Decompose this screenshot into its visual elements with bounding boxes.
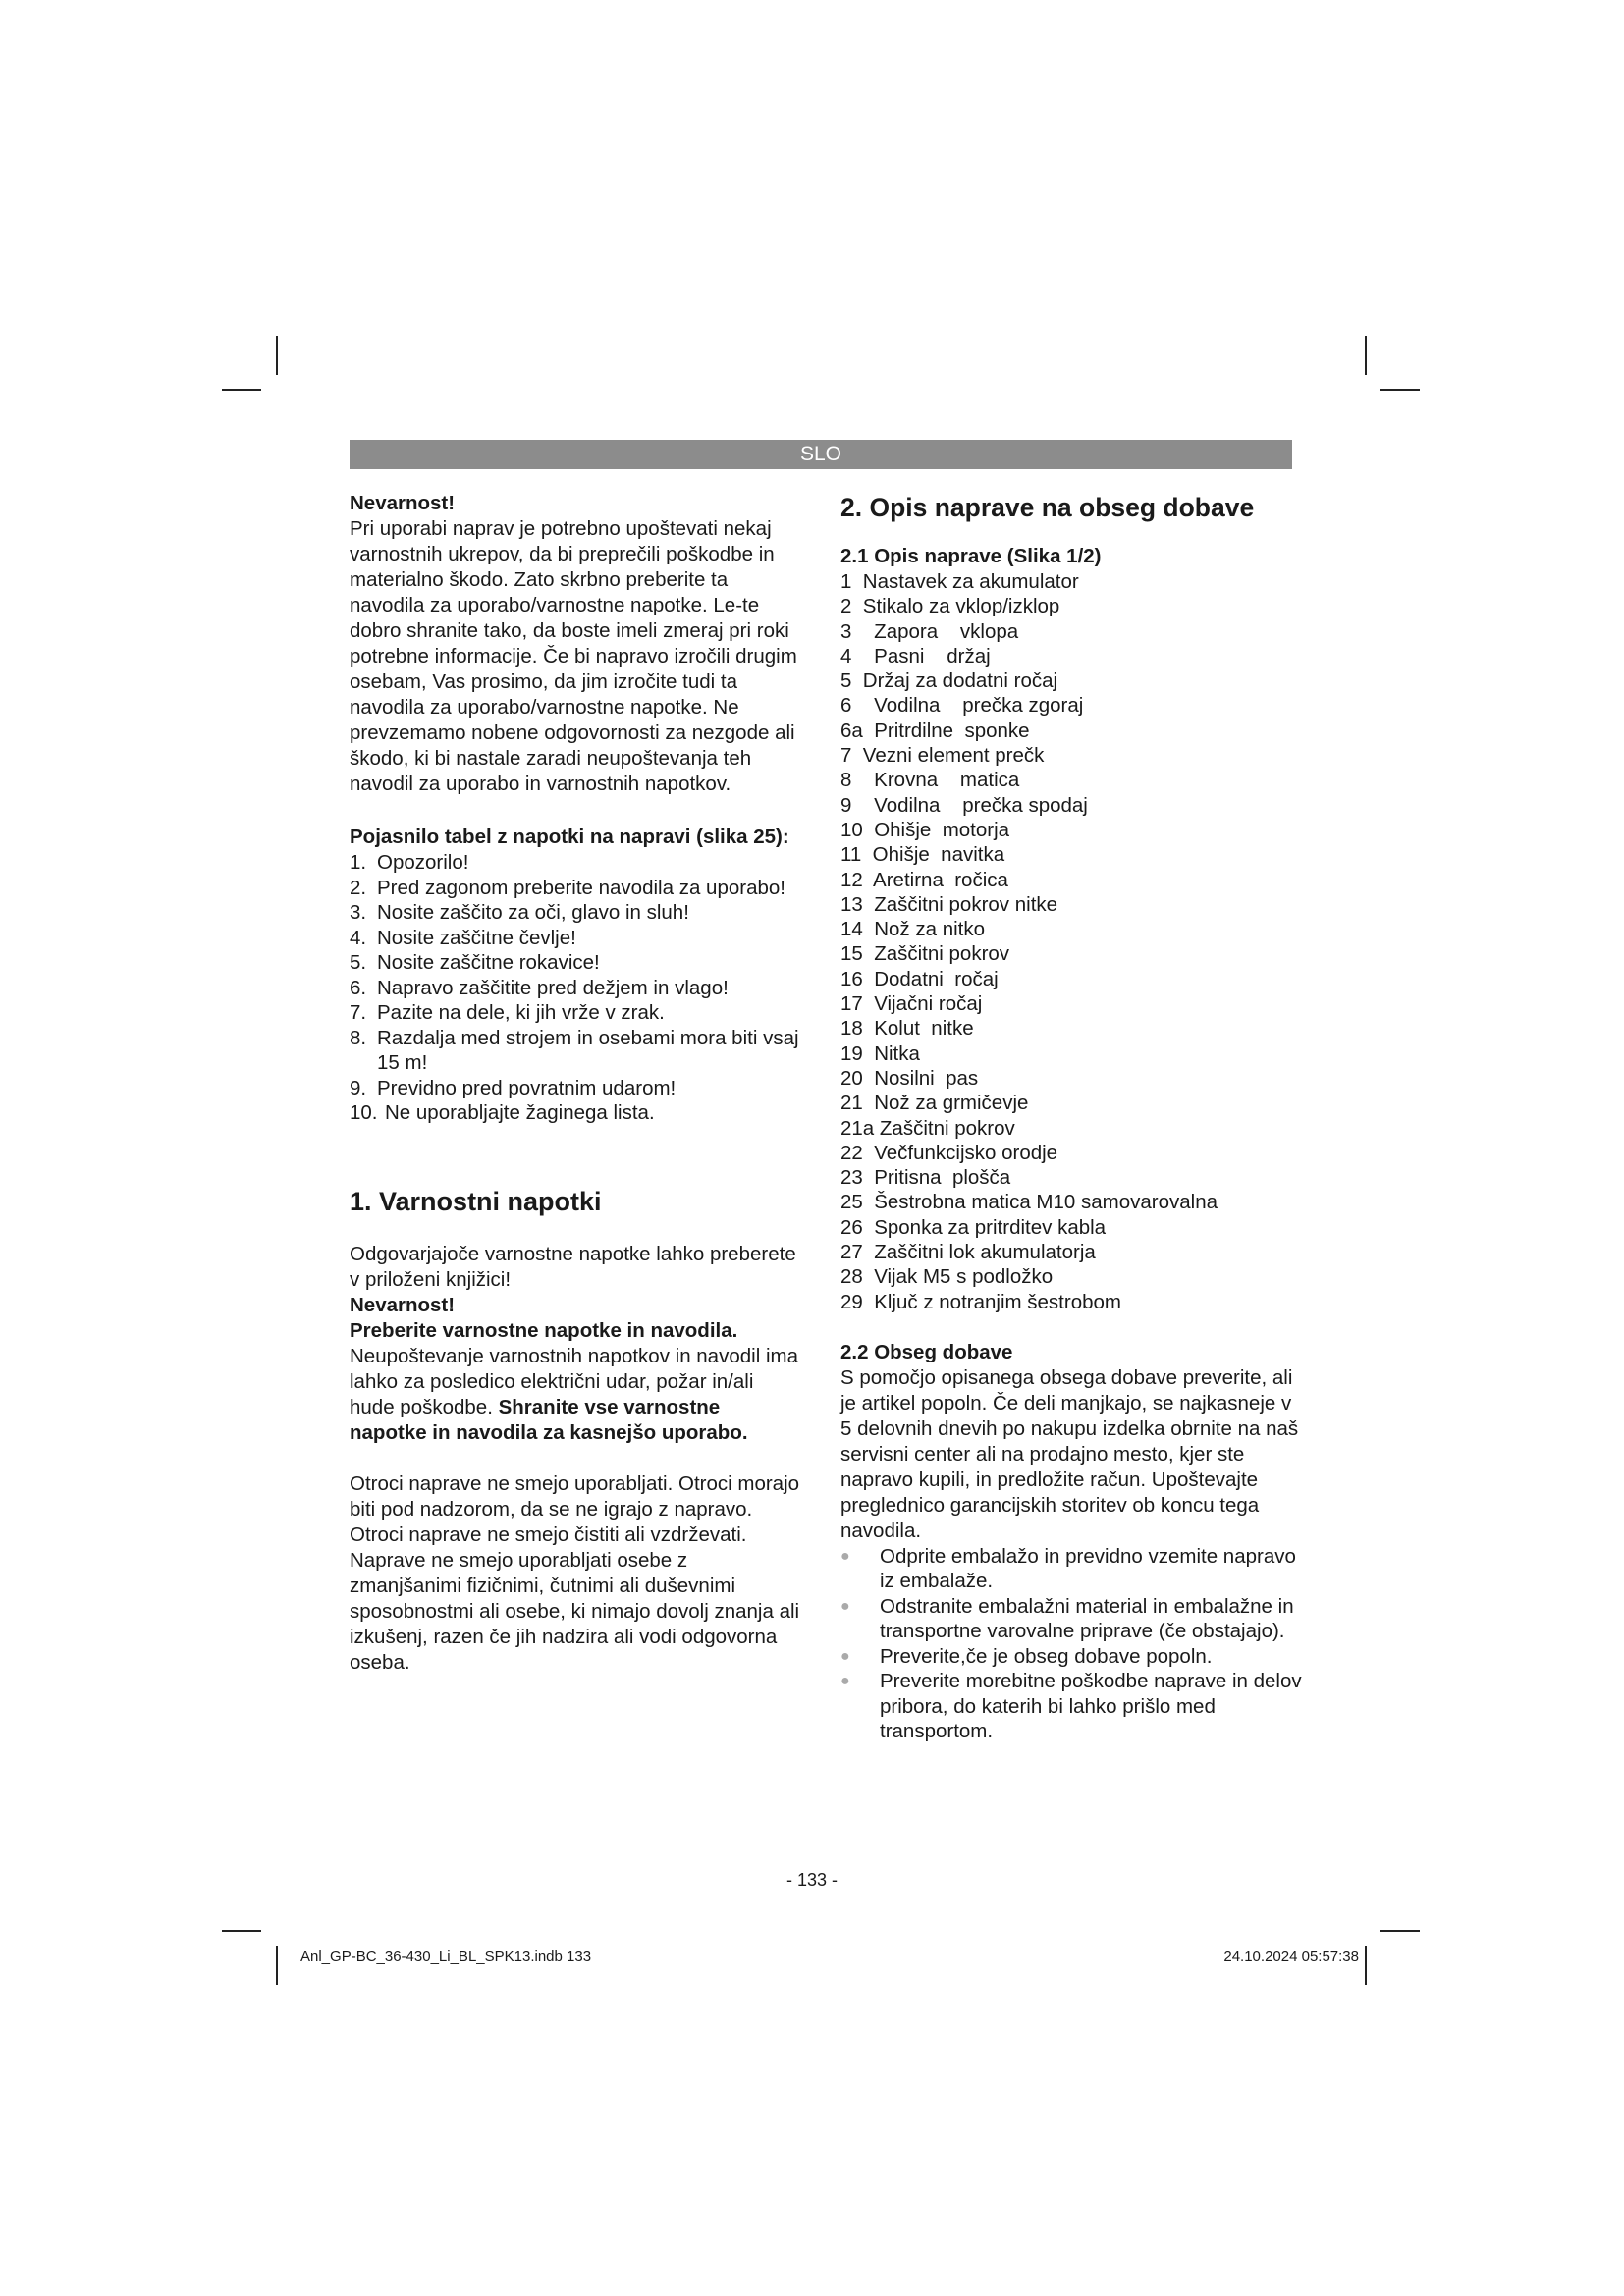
bullet-item: ● Odstranite embalažni material in embalažne in transportne varovalne priprave (če obstajajo).: [840, 1594, 1294, 1643]
parts-item: 27 Zaščitni lok akumulatorja: [840, 1241, 1096, 1264]
legend-item: 3. Nosite zaščito za oči, glavo in sluh!: [350, 901, 689, 924]
left-column: [350, 491, 801, 1676]
parts-item: 17 Vijačni ročaj: [840, 992, 983, 1016]
page-number: - 133 -: [785, 1870, 839, 1890]
parts-item: 19 Nitka: [840, 1041, 920, 1065]
parts-item: 29 Ključ z notranjim šestrobom: [840, 1290, 1121, 1313]
parts-item: 6 Vodilna prečka zgoraj: [840, 694, 1084, 718]
parts-item: 28 Vijak M5 s podložko: [840, 1265, 1054, 1289]
legend-item: 8. Razdalja med strojem in osebami mora biti vsaj 15 m!: [350, 1026, 799, 1074]
parts-list: [840, 569, 1302, 1314]
footer-datetime: 24.10.2024 05:57:38: [1223, 1949, 1359, 1965]
parts-item: 16 Dodatni ročaj: [840, 967, 999, 990]
bullet-item: ● Preverite,če je obseg dobave popoln.: [840, 1644, 1213, 1668]
footer-file: Anl_GP-BC_36-430_Li_BL_SPK13.indb 133: [300, 1949, 592, 1965]
section1-danger: Nevarnost!: [350, 1293, 456, 1316]
crop-mark: [1365, 1946, 1367, 1985]
parts-item: 12 Aretirna ročica: [840, 868, 1008, 891]
crop-mark: [276, 1946, 278, 1985]
crop-mark: [1380, 1930, 1420, 1932]
parts-item: 25 Šestrobna matica M10 samovarovalna: [840, 1191, 1218, 1214]
bullet-icon: ●: [840, 1547, 850, 1565]
parts-item: 22 Večfunkcijsko orodje: [840, 1141, 1058, 1164]
legend-list: [350, 850, 801, 1126]
bullet-item: ● Preverite morebitne poškodbe naprave in delov pribora, do katerih bi lahko prišlo med transportom.: [840, 1670, 1302, 1743]
sub21-title: 2.1 Opis naprave (Slika 1/2): [840, 545, 1102, 567]
legend-item: 2. Pred zagonom preberite navodila za uporabo!: [350, 876, 785, 899]
section1-intro: Odgovarjajoče varnostne napotke lahko preberete v priloženi knjižici!: [350, 1242, 796, 1291]
bullet-item: ● Odprite embalažo in previdno vzemite napravo iz embalaže.: [840, 1544, 1296, 1593]
language-label: SLO: [799, 443, 842, 465]
legend-title: Pojasnilo tabel z napotki na napravi (slika 25):: [350, 826, 789, 848]
legend-item: 7. Pazite na dele, ki jih vrže v zrak.: [350, 1001, 665, 1024]
parts-item: 5 Držaj za dodatni ročaj: [840, 669, 1058, 693]
legend-item: 6. Napravo zaščitite pred dežjem in vlago!: [350, 976, 729, 999]
crop-mark: [1380, 389, 1420, 391]
crop-mark: [1365, 336, 1367, 375]
parts-item: 10 Ohišje motorja: [840, 818, 1010, 841]
section1-title: 1. Varnostni napotki: [350, 1186, 602, 1216]
parts-item: 11 Ohišje navitka: [840, 843, 1005, 867]
crop-mark: [222, 1930, 261, 1932]
parts-item: 2 Stikalo za vklop/izklop: [840, 595, 1060, 618]
parts-item: 21 Nož za grmičevje: [840, 1092, 1029, 1115]
parts-item: 15 Zaščitni pokrov: [840, 942, 1010, 966]
bullet-list: [840, 1544, 1302, 1744]
crop-mark: [276, 336, 278, 375]
section1-text: Neupoštevanje varnostnih napotkov in navodil ima lahko za posledico električni udar, požar in/ali hude poškodbe. Shranite vse varnostne napotke in navodila za kasnejšo uporabo.: [350, 1344, 798, 1444]
parts-item: 8 Krovna matica: [840, 769, 1020, 792]
parts-item: 3 Zapora vklopa: [840, 619, 1019, 643]
parts-item: 9 Vodilna prečka spodaj: [840, 793, 1088, 817]
parts-item: 4 Pasni držaj: [840, 644, 991, 667]
parts-item: 26 Sponka za pritrditev kabla: [840, 1215, 1107, 1239]
children-text: Otroci naprave ne smejo uporabljati. Otroci morajo biti pod nadzorom, da se ne igrajo z napravo. Otroci naprave ne smejo čistiti ali vzdrževati. Naprave ne smejo uporabljati osebe z zmanjšanimi fizičnimi, čutnimi ali duševnimi sposobnostmi ali osebe, ki nimajo dovolj znanja ali izkušenj, razen če jih nadzira ali vodi odgovorna oseba.: [350, 1471, 800, 1674]
bullet-icon: ●: [840, 1597, 850, 1615]
legend-item: 9. Previdno pred povratnim udarom!: [350, 1076, 677, 1099]
bullet-icon: ●: [840, 1647, 850, 1665]
sub22-title: 2.2 Obseg dobave: [840, 1340, 1013, 1363]
sub22-text: S pomočjo opisanega obsega dobave preverite, ali je artikel popoln. Če deli manjkajo, se najkasneje v 5 delovnih dnevih po nakupu izdelka obrnite na naš servisni center ali na prodajno mesto, kjer ste napravo kupili, in predložite račun. Upoštevajte preglednico garancijskih storitev ob koncu tega navodila.: [840, 1365, 1299, 1542]
parts-item: 20 Nosilni pas: [840, 1066, 979, 1090]
parts-item: 18 Kolut nitke: [840, 1017, 974, 1041]
bullet-icon: ●: [840, 1673, 850, 1690]
parts-item: 13 Zaščitni pokrov nitke: [840, 892, 1058, 916]
section2-title: 2. Opis naprave na obseg dobave: [840, 493, 1255, 522]
danger-title: Nevarnost!: [350, 492, 456, 514]
section1-keep: Shranite vse varnostne napotke in navodila za kasnejšo uporabo.: [350, 1395, 748, 1444]
legend-item: 10. Ne uporabljajte žaginega lista.: [350, 1101, 655, 1124]
parts-item: 6a Pritrdilne sponke: [840, 719, 1030, 742]
danger-text: Pri uporabi naprav je potrebno upoštevati nekaj varnostnih ukrepov, da bi preprečili poškodbe in materialno škodo. Zato skrbno preberite ta navodila za uporabo/varnostne napotke. Le-te dobro shranite tako, da boste imeli zmeraj pri roki potrebne informacije. Če bi napravo izročili drugim osebam, Vas prosimo, da jim izročite tudi ta navodila za uporabo/varnostne napotke. Ne prevzemamo nobene odgovornosti za nezgode ali škodo, ki bi nastale zaradi neupoštevanja teh navodil za uporabo in varnostnih napotkov.: [350, 517, 797, 795]
right-column: [840, 491, 1302, 1744]
crop-mark: [222, 389, 261, 391]
legend-item: 5. Nosite zaščitne rokavice!: [350, 951, 600, 974]
parts-item: 1 Nastavek za akumulator: [840, 570, 1079, 593]
language-header-bar: [350, 440, 1292, 469]
legend-item: 1. Opozorilo!: [350, 851, 469, 874]
legend-item: 4. Nosite zaščitne čevlje!: [350, 926, 576, 949]
parts-item: 7 Vezni element prečk: [840, 744, 1045, 768]
parts-item: 23 Pritisna plošča: [840, 1166, 1011, 1190]
section1-read: Preberite varnostne napotke in navodila.: [350, 1318, 738, 1342]
parts-item: 21a Zaščitni pokrov: [840, 1116, 1015, 1140]
parts-item: 14 Nož za nitko: [840, 918, 985, 941]
